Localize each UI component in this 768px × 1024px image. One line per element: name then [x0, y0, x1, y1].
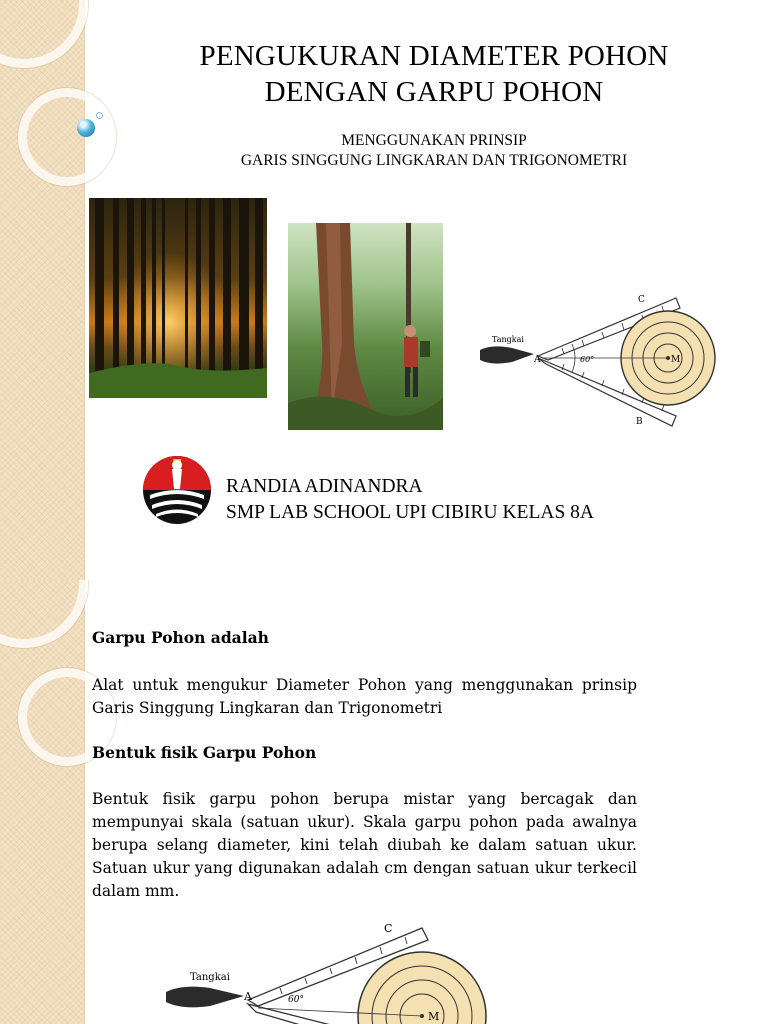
- decorative-ring: [0, 0, 88, 68]
- bubble-dot-icon: [96, 112, 103, 119]
- tree-measurement-photo: [288, 223, 443, 430]
- author-block: [226, 474, 594, 526]
- paragraph-physical-form: Bentuk fisik garpu pohon berupa mistar yang bercagak dan mempunyai skala (satuan ukur). Skala garpu pohon pada awalnya berupa selang diameter, kini telah diubah ke dalam satuan ukur. Satuan ukur yang digunakan adalah cm dengan satuan ukur terkecil dalam mm.: [92, 790, 637, 900]
- tree-fork-diagram-large: [160, 920, 490, 1024]
- forest-photo: [89, 198, 267, 398]
- diagram-point-c: C: [638, 295, 645, 305]
- decorative-sidebar: [0, 580, 85, 1024]
- diagram-point-m: M: [428, 1010, 440, 1023]
- heading-physical-form: Bentuk fisik Garpu Pohon: [92, 743, 317, 762]
- subtitle-line-2: GARIS SINGGUNG LINGKARAN DAN TRIGONOMETRI: [240, 152, 628, 169]
- diagram-handle-label: Tangkai: [492, 335, 524, 344]
- diagram-point-c: C: [384, 922, 393, 935]
- diagram-angle: 60°: [288, 995, 304, 1005]
- subtitle-line-1: MENGGUNAKAN PRINSIP: [341, 132, 527, 149]
- paragraph-definition: Alat untuk mengukur Diameter Pohon yang menggunakan prinsip Garis Singgung Lingkaran dan Trigonometri: [92, 676, 637, 717]
- slide-title: [100, 38, 768, 110]
- title-line-1: PENGUKURAN DIAMETER POHON: [199, 40, 669, 72]
- diagram-angle: 60°: [580, 355, 595, 364]
- slide-2: [0, 580, 768, 1024]
- heading-definition: Garpu Pohon adalah: [92, 628, 269, 647]
- author-school: SMP LAB SCHOOL UPI CIBIRU KELAS 8A: [226, 502, 595, 523]
- author-name: RANDIA ADINANDRA: [226, 476, 423, 497]
- university-logo: [142, 455, 212, 525]
- tree-fork-diagram: [472, 290, 722, 435]
- slide-subtitle: [100, 131, 768, 171]
- diagram-point-a: A: [534, 355, 541, 365]
- bubble-icon: [77, 119, 95, 137]
- diagram-point-m: M: [671, 355, 681, 365]
- diagram-point-b: B: [636, 417, 643, 427]
- diagram-handle-label: Tangkai: [190, 972, 230, 983]
- decorative-ring: [0, 580, 88, 648]
- decorative-sidebar: [0, 0, 85, 580]
- diagram-point-a: A: [244, 990, 252, 1003]
- title-line-2: DENGAN GARPU POHON: [264, 76, 604, 108]
